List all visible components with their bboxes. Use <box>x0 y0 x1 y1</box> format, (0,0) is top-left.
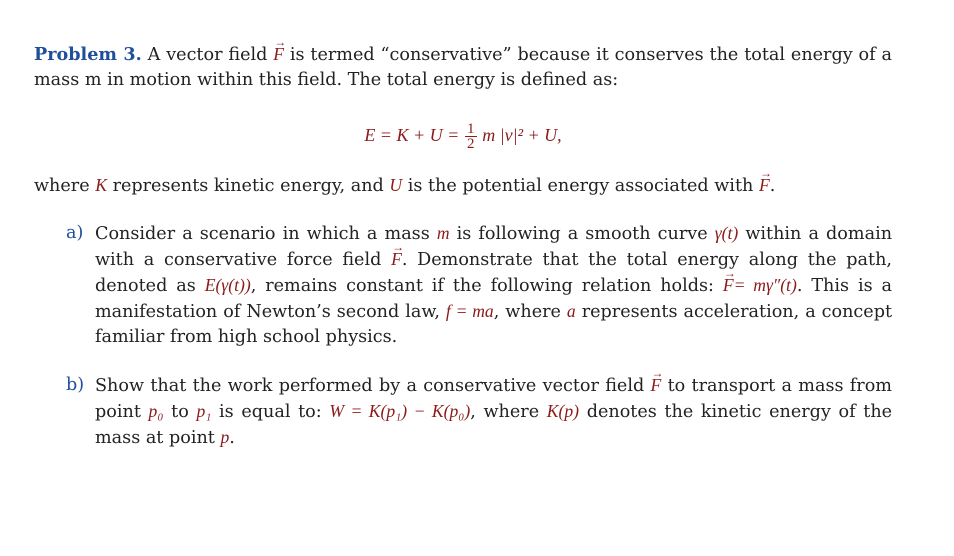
b-text-6: denotes the kinetic energy of the mass at point <box>95 402 893 448</box>
a-text-3: within a domain with a conservative force field <box>95 224 893 270</box>
a-text-5: , remains constant if the following relation holds: <box>250 276 714 296</box>
intro-text-1: A vector field <box>147 45 268 65</box>
a-text-8: represents acceleration, a concept familiar from high school physics. <box>95 302 893 347</box>
equation-rhs: m |v|² + U, <box>482 125 562 145</box>
b-text-5: , where <box>470 402 540 422</box>
a-text-1: Consider a scenario in which a mass <box>95 224 430 244</box>
vector-field-symbol: → F <box>723 273 734 298</box>
where-text-3: is the potential energy associated with <box>407 176 754 196</box>
subproblem-b-label: b) <box>66 375 85 395</box>
curve-symbol: γ(t) <box>714 223 739 243</box>
subproblem-a-label: a) <box>66 223 84 243</box>
equation-lhs: E = K + U = <box>364 125 460 145</box>
vector-field-symbol: → F <box>651 373 662 398</box>
energy-equation <box>34 115 892 155</box>
kinetic-symbol: K <box>95 175 107 195</box>
b-text-1: Show that the work performed by a conservative vector field <box>95 376 645 396</box>
fraction-numerator: 1 <box>467 120 475 137</box>
point-p1-symbol: p₁ <box>196 401 212 421</box>
acceleration-symbol: a <box>566 301 576 321</box>
problem-intro <box>34 42 892 93</box>
where-period: . <box>769 176 776 196</box>
problem-document <box>34 42 892 451</box>
subproblem-b <box>34 373 892 451</box>
where-sentence <box>34 173 892 199</box>
where-text-2: represents kinetic energy, and <box>112 176 384 196</box>
energy-path-symbol: E(γ(t)) <box>204 275 251 295</box>
point-p-symbol: p <box>220 427 230 447</box>
equation-fraction <box>465 122 477 151</box>
subproblem-a <box>34 221 892 350</box>
b-period: . <box>229 428 235 448</box>
b-text-3: to <box>171 402 189 422</box>
where-text-1: where <box>34 176 90 196</box>
vector-field-symbol: → F <box>759 173 770 198</box>
work-equation: W = K(p₁) − K(p₀) <box>329 401 471 421</box>
mass-symbol: m <box>436 223 450 243</box>
fraction-denominator: 2 <box>467 135 475 152</box>
newton-relation: = mγ″(t) <box>733 275 797 295</box>
a-text-4: . Demonstrate that the total energy along the path, denoted as <box>95 250 892 296</box>
point-p0-symbol: p₀ <box>148 401 164 421</box>
newton-law: f = ma <box>445 301 494 321</box>
b-text-4: is equal to: <box>219 402 322 422</box>
intro-text-2: is termed “conservative” because it conserves the total energy of a mass m in motion within this field. The total energy is defined as: <box>34 45 892 90</box>
vector-field-symbol: → F <box>391 247 402 272</box>
a-text-2: is following a smooth curve <box>456 224 708 244</box>
vector-field-symbol: → F <box>273 42 284 67</box>
kinetic-function-symbol: K(p) <box>546 401 580 421</box>
a-text-6: . This is a manifestation of Newton’s second law, <box>95 276 893 322</box>
a-text-7: , where <box>493 302 561 322</box>
potential-symbol: U <box>389 175 403 195</box>
b-text-2: to transport a mass from point <box>95 376 892 422</box>
problem-title: Problem 3. <box>34 44 142 65</box>
